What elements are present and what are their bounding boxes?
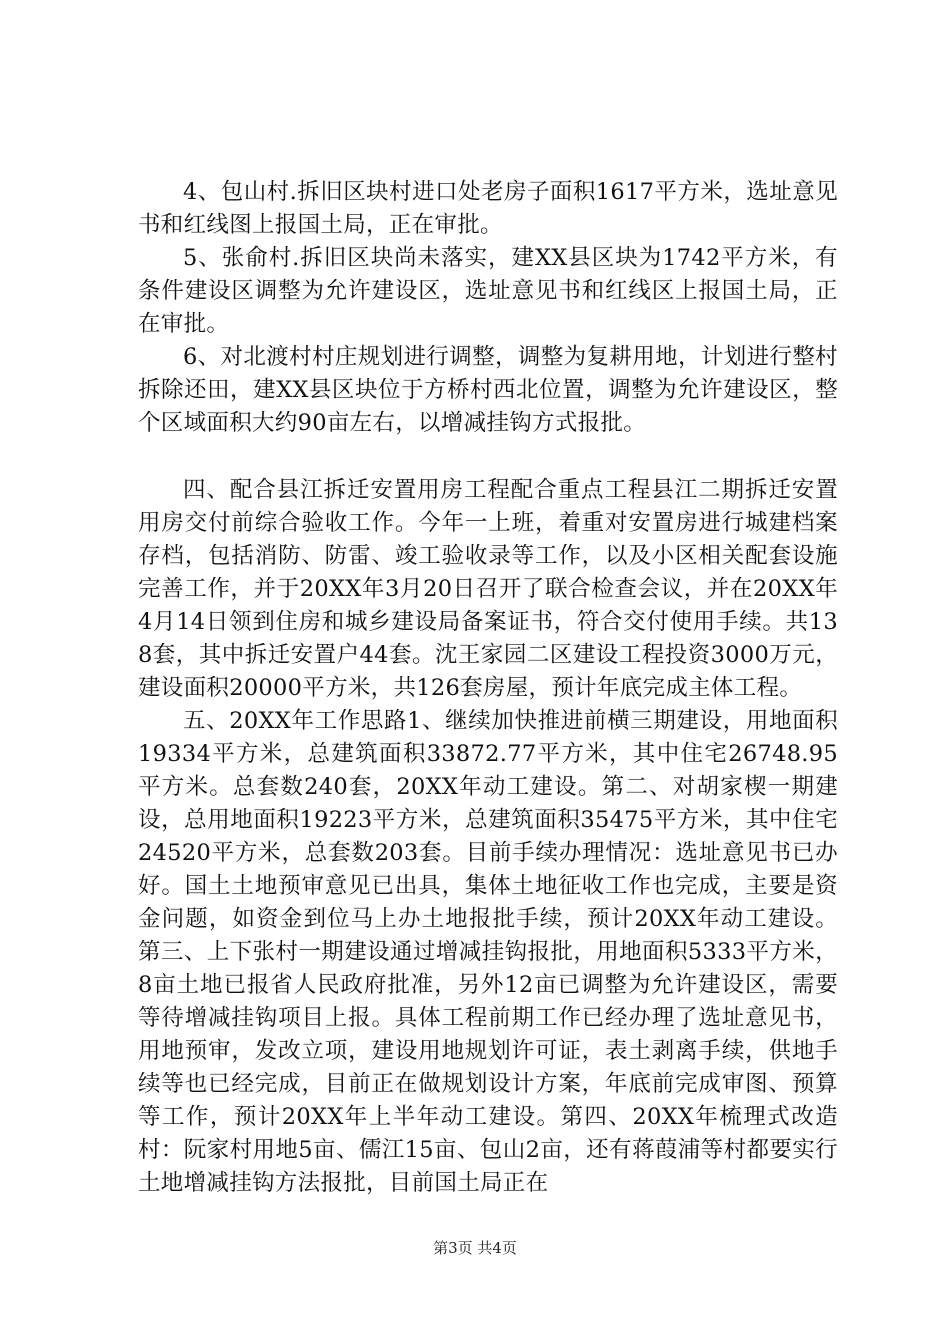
document-body	[138, 176, 838, 1200]
paragraph-item-5: 5、张俞村.拆旧区块尚未落实，建XX县区块为1742平方米，有条件建设区调整为允许建设区，选址意见书和红线区上报国土局，正在审批。	[138, 245, 838, 337]
paragraph-section-five: 五、20XX年工作思路1、继续加快推进前横三期建设，用地面积19334平方米，总建筑面积33872.77平方米，其中住宅26748.95平方米。总套数240套，20XX年动工建设。第二、对胡家楔一期建设，总用地面积19223平方米，总建筑面积35475平方米，其中住宅24520平方米，总套数203套。目前手续办理情况：选址意见书已办好。国土土地预审意见已出具，集体土地征收工作也完成，主要是资金问题，如资金到位马上办土地报批手续，预计20XX年动工建设。第三、上下张村一期建设通过增减挂钩报批，用地面积5333平方米，8亩土地已报省人民政府批准，另外12亩已调整为允许建设区，需要等待增减挂钩项目上报。具体工程前期工作已经办理了选址意见书，用地预审，发改立项，建设用地规划许可证，表土剥离手续，供地手续等也已经完成，目前正在做规划设计方案，年底前完成审图、预算等工作，预计20XX年上半年动工建设。第四、20XX年梳理式改造村：阮家村用地5亩、儒江15亩、包山2亩，还有蒋葭浦等村都要实行土地增减挂钩方法报批，目前国土局正在	[138, 708, 838, 1196]
paragraph-item-4: 4、包山村.拆旧区块村进口处老房子面积1617平方米，选址意见书和红线图上报国土局，正在审批。	[138, 179, 838, 238]
paragraph-section-four: 四、配合县江拆迁安置用房工程配合重点工程县江二期拆迁安置用房交付前综合验收工作。今年一上班，着重对安置房进行城建档案存档，包括消防、防雷、竣工验收录等工作，以及小区相关配套设施完善工作，并于20XX年3月20日召开了联合检查会议，并在20XX年4月14日领到住房和城乡建设局备案证书，符合交付使用手续。共138套，其中拆迁安置户44套。沈王家园二区建设工程投资3000万元，建设面积20000平方米，共126套房屋，预计年底完成主体工程。	[138, 477, 838, 701]
page-footer: 第3页 共4页	[433, 1239, 517, 1257]
paragraph-item-6: 6、对北渡村村庄规划进行调整，调整为复耕用地，计划进行整村拆除还田，建XX县区块位于方桥村西北位置，调整为允许建设区，整个区域面积大约90亩左右，以增减挂钩方式报批。	[138, 344, 838, 436]
